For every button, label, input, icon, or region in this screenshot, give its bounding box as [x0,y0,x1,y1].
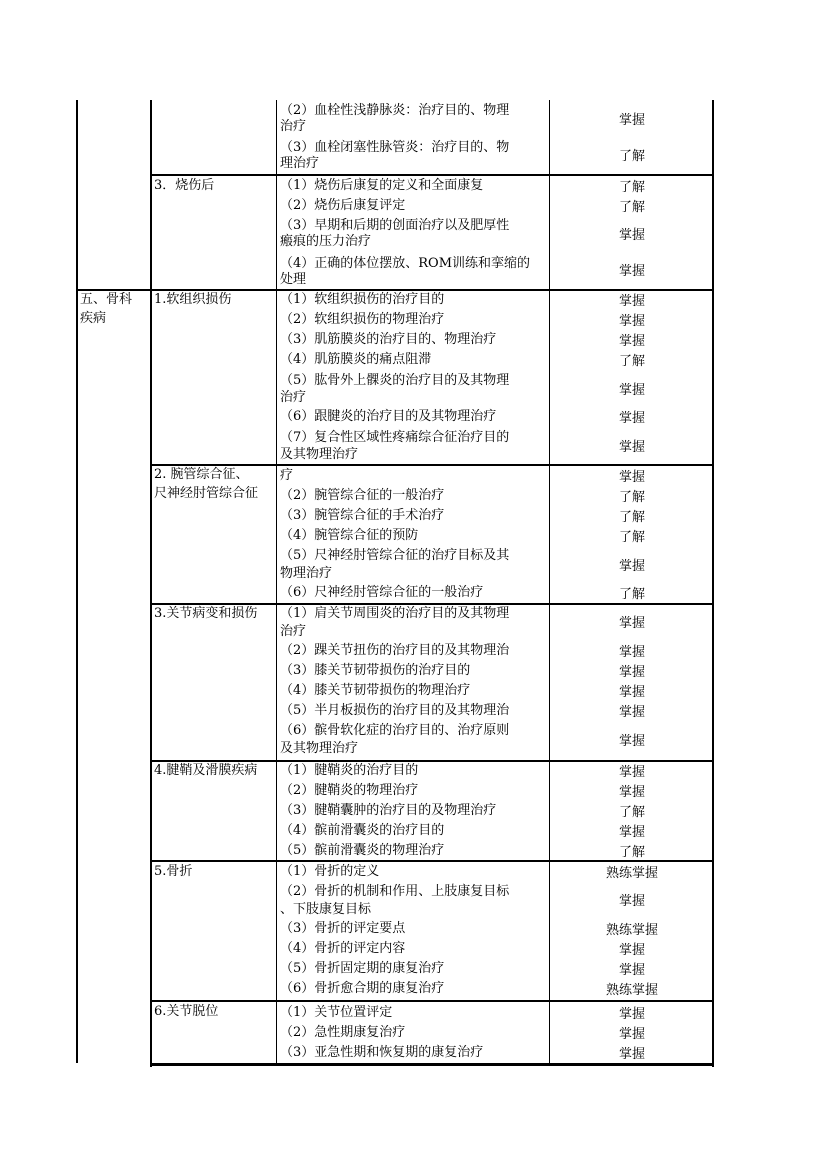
item-text: （4）肌筋膜炎的痛点阻滞 [280,352,432,367]
item-text: （2）骨折的机制和作用、上肢康复目标 [280,884,510,899]
item-text: 处理 [280,272,307,287]
item-text: （3）膝关节韧带损伤的治疗目的 [280,663,471,678]
requirement-level: 掌握 [618,334,645,349]
item-text: 、下肢康复目标 [280,902,372,917]
requirement-level: 掌握 [618,765,645,780]
item-text: 理治疗 [280,156,320,171]
item-text: （4）骨折的评定内容 [280,941,406,956]
vertical-rule [549,100,550,1063]
item-text: （1）烧伤后康复的定义和全面康复 [280,178,484,193]
item-text: （3）肌筋膜炎的治疗目的、物理治疗 [280,332,497,347]
item-text: （2）烧伤后康复评定 [280,198,406,213]
requirement-level: 掌握 [618,685,645,700]
vertical-rule [712,100,714,1067]
requirement-level: 掌握 [618,734,645,749]
requirement-level: 了解 [618,180,645,195]
requirement-level: 掌握 [618,1047,645,1062]
item-text: （3）骨折的评定要点 [280,921,406,936]
item-text: （2）血栓性浅静脉炎：治疗目的、物理 [280,103,510,118]
item-text: （4）腕管综合征的预防 [280,528,419,543]
horizontal-rule [150,174,714,176]
requirement-level: 了解 [618,805,645,820]
requirement-level: 掌握 [618,440,645,455]
vertical-rule [276,100,277,1063]
vertical-rule [150,100,152,1067]
topic-label: 6.关节脱位 [154,1004,219,1019]
item-text: （6）跟腱炎的治疗目的及其物理治疗 [280,409,497,424]
category-label: 五、骨科 [80,292,133,307]
requirement-level: 掌握 [618,665,645,680]
requirement-level: 掌握 [618,1027,645,1042]
requirement-level: 了解 [618,149,645,164]
requirement-level: 了解 [618,200,645,215]
item-text: （3）亚急性期和恢复期的康复治疗 [280,1045,484,1060]
requirement-level: 了解 [618,490,645,505]
item-text: 瘢痕的压力治疗 [280,234,372,249]
requirement-level: 掌握 [618,616,645,631]
item-text: （2）软组织损伤的物理治疗 [280,312,445,327]
requirement-level: 掌握 [618,383,645,398]
item-text: 治疗 [280,119,307,134]
requirement-level: 掌握 [618,825,645,840]
item-text: （1）肩关节周围炎的治疗目的及其物理 [280,606,510,621]
requirement-level: 掌握 [618,264,645,279]
requirement-level: 熟练掌握 [605,923,658,938]
topic-label: 2. 腕管综合征、 [154,467,249,482]
requirement-level: 了解 [618,354,645,369]
item-text: （5）肱骨外上髁炎的治疗目的及其物理 [280,373,510,388]
category-label: 疾病 [80,311,107,326]
requirement-level: 掌握 [618,470,645,485]
item-text: 治疗 [280,390,307,405]
item-text: （4）正确的体位摆放、ROM训练和挛缩的 [280,256,531,271]
item-text: （1）软组织损伤的治疗目的 [280,292,445,307]
item-text: （6）骨折愈合期的康复治疗 [280,981,445,996]
item-text: （2）腱鞘炎的物理治疗 [280,783,419,798]
item-text: 治疗 [280,624,307,639]
item-text: （3）血栓闭塞性脉管炎：治疗目的、物 [280,140,510,155]
item-text: 物理治疗 [280,566,333,581]
item-text: （3）早期和后期的创面治疗以及肥厚性 [280,218,510,233]
item-text: 及其物理治疗 [280,447,359,462]
vertical-rule [76,100,78,1063]
requirement-level: 掌握 [618,1007,645,1022]
requirement-level: 了解 [618,587,645,602]
topic-label: 4.腱鞘及滑膜疾病 [154,763,258,778]
item-text: （3）腱鞘囊肿的治疗目的及物理治疗 [280,803,497,818]
requirement-level: 掌握 [618,228,645,243]
requirement-level: 掌握 [618,963,645,978]
item-text: （6）髌骨软化症的治疗目的、治疗原则 [280,723,510,738]
requirement-level: 掌握 [618,411,645,426]
requirement-level: 掌握 [618,559,645,574]
item-text: （7）复合性区域性疼痛综合征治疗目的 [280,430,510,445]
item-text: 疗 [280,468,294,483]
requirement-level: 掌握 [618,894,645,909]
requirement-level: 掌握 [618,113,645,128]
item-text: （2）腕管综合征的一般治疗 [280,488,445,503]
item-text: （5）骨折固定期的康复治疗 [280,961,445,976]
topic-label: 5.骨折 [154,864,193,879]
requirement-level: 了解 [618,510,645,525]
item-text: （3）腕管综合征的手术治疗 [280,508,445,523]
topic-label: 1.软组织损伤 [154,292,232,307]
requirement-level: 掌握 [618,314,645,329]
requirement-level: 掌握 [618,943,645,958]
horizontal-rule [150,1063,714,1066]
topic-label: 3．烧伤后 [154,178,215,193]
item-text: （4）膝关节韧带损伤的物理治疗 [280,683,471,698]
item-text: （1）腱鞘炎的治疗目的 [280,763,419,778]
item-text: （1）关节位置评定 [280,1005,393,1020]
requirement-level: 掌握 [618,294,645,309]
item-text: （1）骨折的定义 [280,864,380,879]
requirement-level: 了解 [618,530,645,545]
item-text: （6）尺神经肘管综合征的一般治疗 [280,585,484,600]
requirement-level: 了解 [618,845,645,860]
item-text: （4）髌前滑囊炎的治疗目的 [280,823,445,838]
item-text: （2）急性期康复治疗 [280,1025,406,1040]
horizontal-rule [150,1000,714,1002]
requirement-level: 熟练掌握 [605,983,658,998]
requirement-level: 熟练掌握 [605,866,658,881]
requirement-level: 掌握 [618,645,645,660]
item-text: （2）踝关节扭伤的治疗目的及其物理治 [280,643,510,658]
topic-label: 3.关节病变和损伤 [154,606,258,621]
item-text: （5）髌前滑囊炎的物理治疗 [280,843,445,858]
topic-label: 尺神经肘管综合征 [154,486,259,501]
item-text: 及其物理治疗 [280,741,359,756]
requirement-level: 掌握 [618,705,645,720]
item-text: （5）尺神经肘管综合征的治疗目标及其 [280,548,510,563]
requirement-level: 掌握 [618,785,645,800]
item-text: （5）半月板损伤的治疗目的及其物理治 [280,703,510,718]
